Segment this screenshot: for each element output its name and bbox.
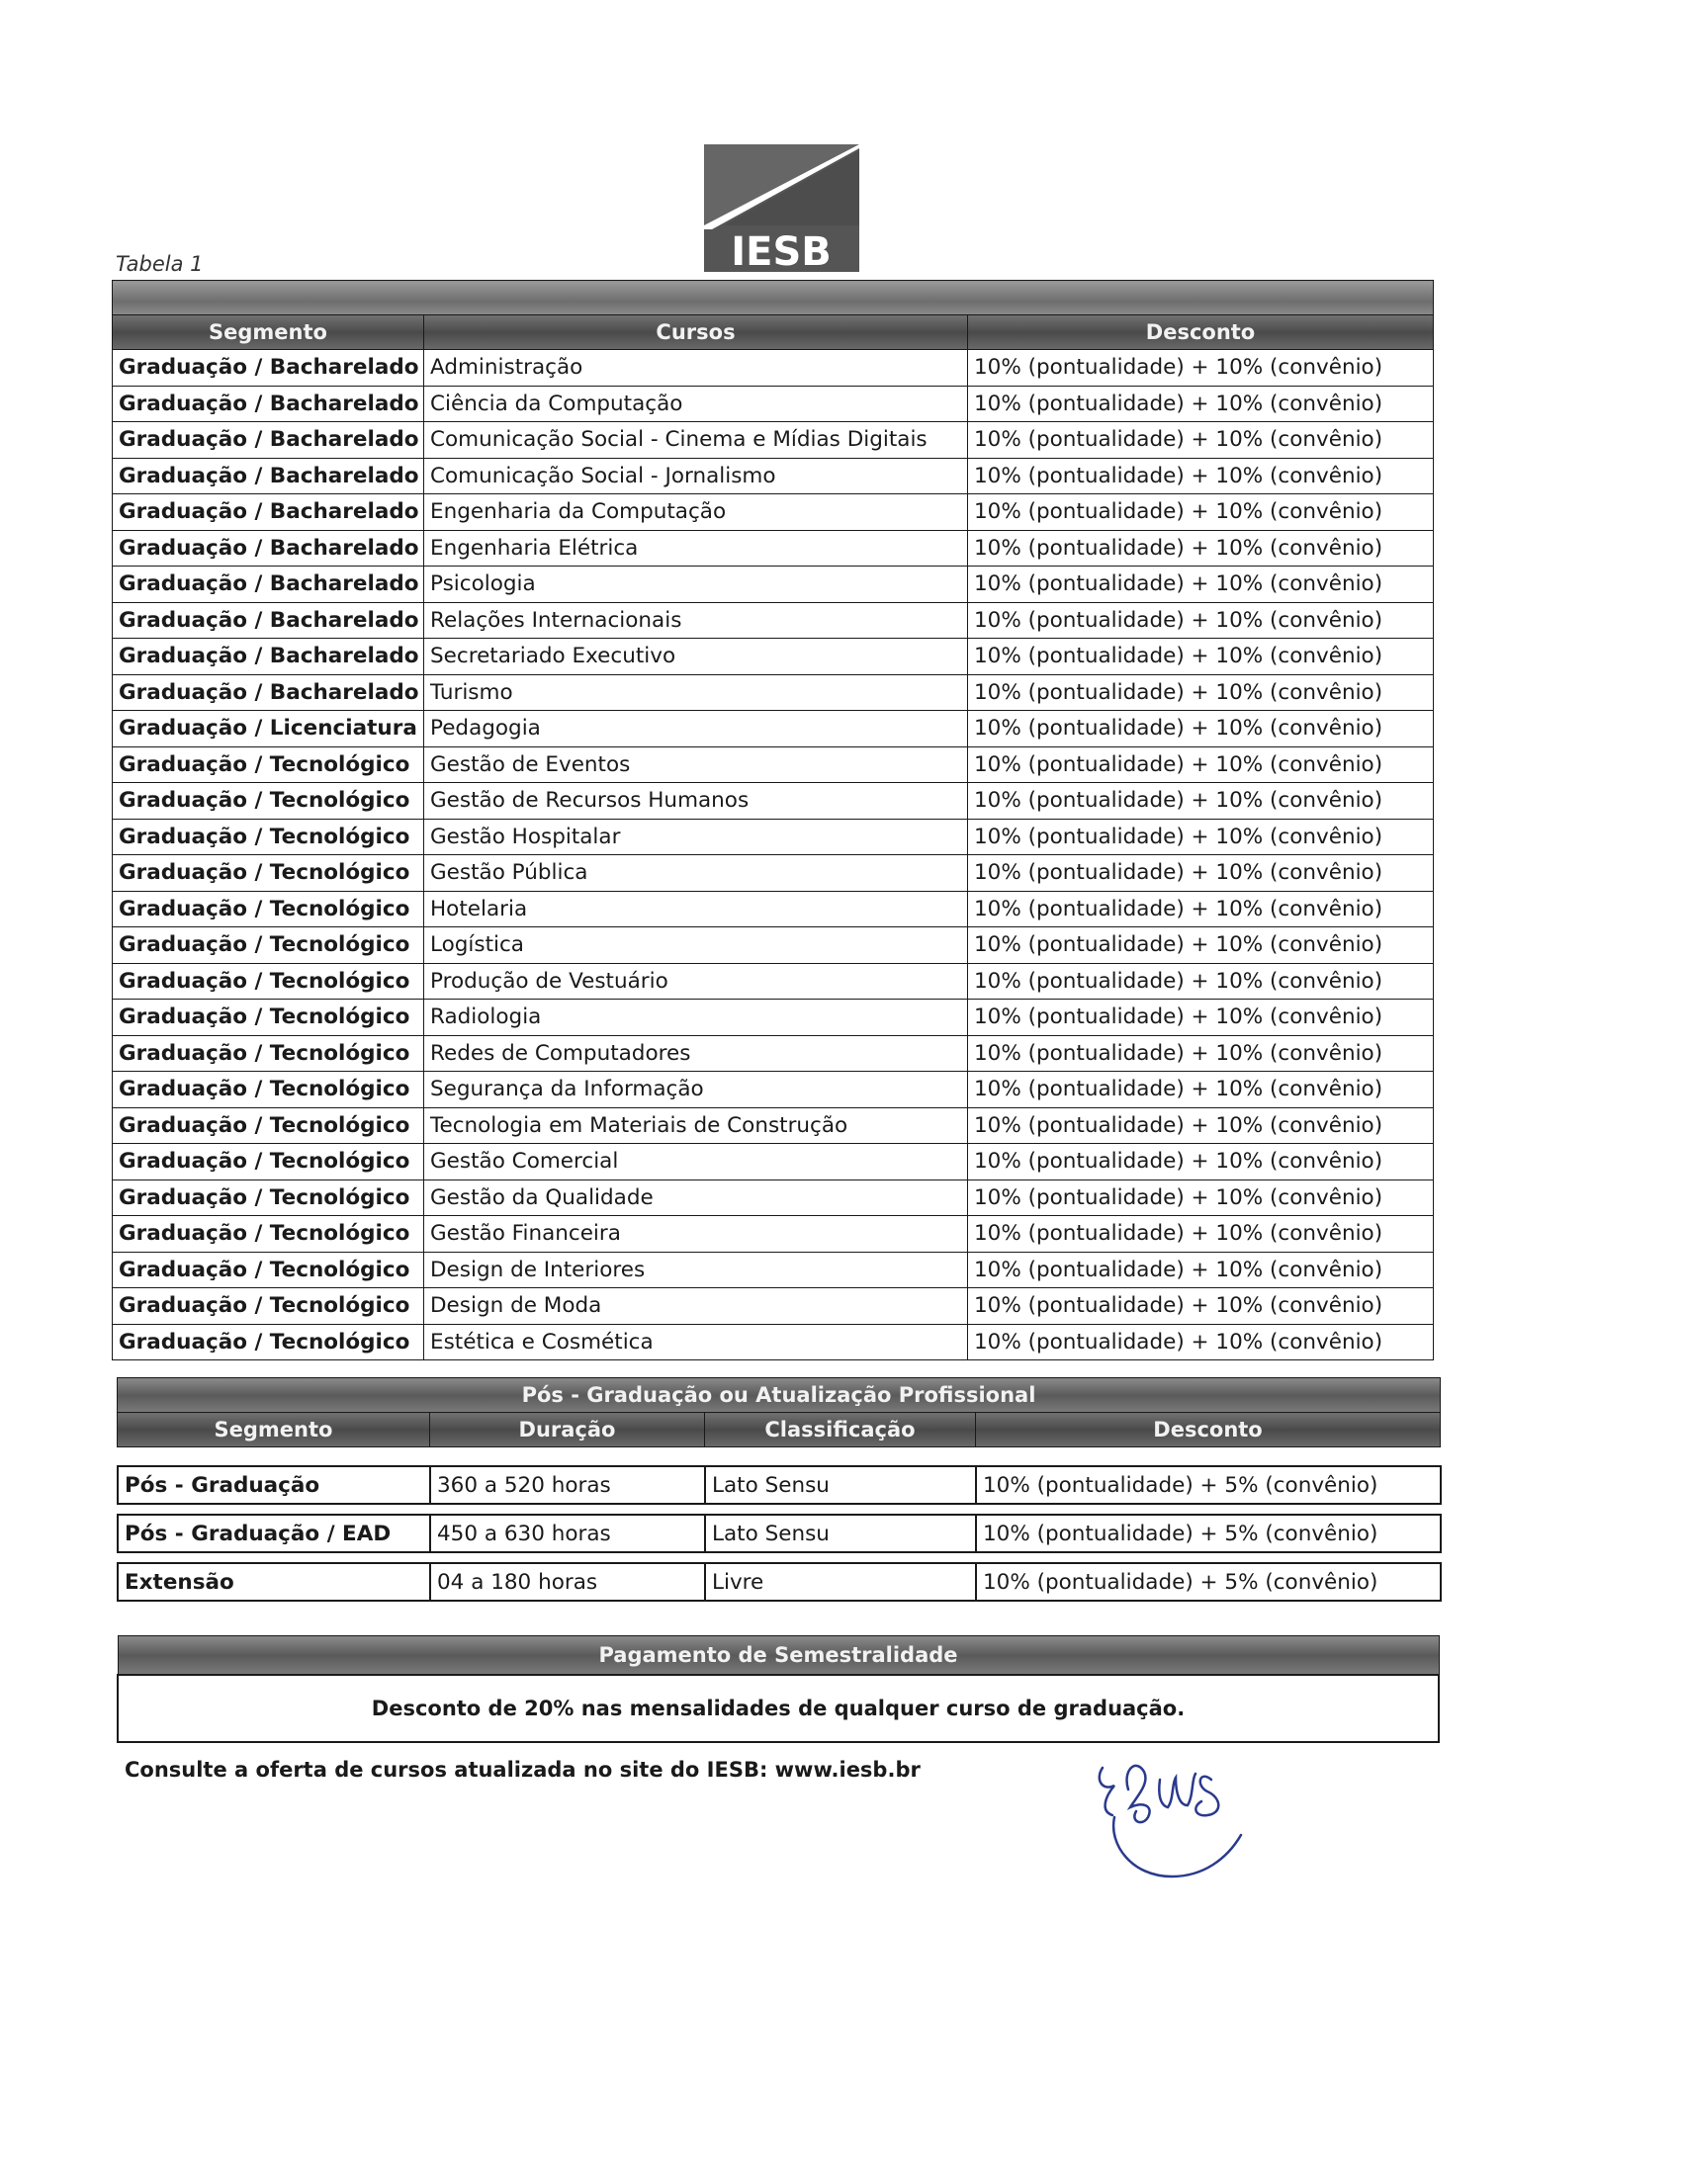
row-desconto: 10% (pontualidade) + 10% (convênio): [968, 927, 1434, 964]
row-curso: Gestão Pública: [424, 855, 968, 892]
table-caption: Tabela 1: [116, 252, 204, 276]
row-desconto: 10% (pontualidade) + 10% (convênio): [968, 1072, 1434, 1108]
row-desconto: 10% (pontualidade) + 10% (convênio): [968, 1107, 1434, 1144]
row-desconto: 10% (pontualidade) + 10% (convênio): [968, 1035, 1434, 1072]
row-segmento: Graduação / Bacharelado: [113, 530, 424, 567]
table-row: [113, 350, 1434, 387]
row-desconto: 10% (pontualidade) + 10% (convênio): [968, 639, 1434, 675]
row-desconto: 10% (pontualidade) + 10% (convênio): [968, 1179, 1434, 1216]
header-segmento: Segmento: [113, 315, 424, 350]
table-row: [113, 746, 1434, 783]
table-row: [113, 639, 1434, 675]
row-curso: Turismo: [424, 674, 968, 711]
table-row: [113, 1324, 1434, 1360]
row-segmento: Pós - Graduação: [118, 1466, 430, 1504]
semestralidade-text: Desconto de 20% nas mensalidades de qualquer curso de graduação.: [118, 1675, 1439, 1742]
row-curso: Estética e Cosmética: [424, 1324, 968, 1360]
header-cursos: Cursos: [424, 315, 968, 350]
row-desconto: 10% (pontualidade) + 10% (convênio): [968, 1216, 1434, 1253]
table-row: [113, 1000, 1434, 1036]
row-desconto: 10% (pontualidade) + 10% (convênio): [968, 567, 1434, 603]
table-row: [113, 386, 1434, 422]
row-segmento: Graduação / Bacharelado: [113, 422, 424, 459]
row-segmento: Graduação / Bacharelado: [113, 639, 424, 675]
table-row: [113, 891, 1434, 927]
row-desconto: 10% (pontualidade) + 10% (convênio): [968, 819, 1434, 855]
row-desconto: 10% (pontualidade) + 10% (convênio): [968, 530, 1434, 567]
table-row: [113, 530, 1434, 567]
table-row: [113, 1107, 1434, 1144]
pos-graduacao-title-row: [118, 1378, 1441, 1413]
table-row: [113, 1179, 1434, 1216]
row-desconto: 10% (pontualidade) + 10% (convênio): [968, 1000, 1434, 1036]
row-curso: Psicologia: [424, 567, 968, 603]
row-desconto: 10% (pontualidade) + 10% (convênio): [968, 746, 1434, 783]
iesb-logo: [704, 144, 859, 272]
table-row: [113, 602, 1434, 639]
row-segmento: Graduação / Bacharelado: [113, 386, 424, 422]
signature: [1093, 1750, 1300, 1898]
row-desconto: 10% (pontualidade) + 10% (convênio): [968, 422, 1434, 459]
row-desconto: 10% (pontualidade) + 10% (convênio): [968, 891, 1434, 927]
row-segmento: Graduação / Tecnológico: [113, 1144, 424, 1180]
row-segmento: Pós - Graduação / EAD: [118, 1515, 430, 1552]
row-curso: Administração: [424, 350, 968, 387]
row-segmento: Graduação / Bacharelado: [113, 567, 424, 603]
row-classificacao: Lato Sensu: [705, 1466, 976, 1504]
row-curso: Segurança da Informação: [424, 1072, 968, 1108]
row-segmento: Graduação / Tecnológico: [113, 1000, 424, 1036]
row-curso: Comunicação Social - Cinema e Mídias Digitais: [424, 422, 968, 459]
row-curso: Gestão Hospitalar: [424, 819, 968, 855]
header-desconto: Desconto: [976, 1413, 1441, 1447]
courses-discount-table: [112, 280, 1434, 1360]
row-segmento: Graduação / Tecnológico: [113, 1324, 424, 1360]
row-curso: Relações Internacionais: [424, 602, 968, 639]
row-desconto: 10% (pontualidade) + 5% (convênio): [976, 1466, 1441, 1504]
row-segmento: Extensão: [118, 1563, 430, 1601]
table-row: [113, 422, 1434, 459]
table-row: [113, 494, 1434, 531]
table-row: [113, 783, 1434, 820]
row-desconto: 10% (pontualidade) + 10% (convênio): [968, 494, 1434, 531]
row-curso: Ciência da Computação: [424, 386, 968, 422]
row-segmento: Graduação / Tecnológico: [113, 963, 424, 1000]
row-segmento: Graduação / Tecnológico: [113, 746, 424, 783]
row-desconto: 10% (pontualidade) + 10% (convênio): [968, 783, 1434, 820]
table-row: [113, 674, 1434, 711]
row-desconto: 10% (pontualidade) + 10% (convênio): [968, 963, 1434, 1000]
header-classificacao: Classificação: [705, 1413, 976, 1447]
header-segmento: Segmento: [118, 1413, 430, 1447]
table-row: [113, 1288, 1434, 1325]
row-curso: Redes de Computadores: [424, 1035, 968, 1072]
row-duracao: 360 a 520 horas: [430, 1466, 705, 1504]
row-curso: Secretariado Executivo: [424, 639, 968, 675]
table-row: [113, 567, 1434, 603]
table-row: [113, 1252, 1434, 1288]
pos-graduacao-row: [117, 1562, 1442, 1602]
footer-note: Consulte a oferta de cursos atualizada no site do IESB: www.iesb.br: [125, 1758, 921, 1782]
row-segmento: Graduação / Tecnológico: [113, 1035, 424, 1072]
row-curso: Gestão da Qualidade: [424, 1179, 968, 1216]
table-row: [113, 1144, 1434, 1180]
row-classificacao: Livre: [705, 1563, 976, 1601]
row-segmento: Graduação / Tecnológico: [113, 891, 424, 927]
row-curso: Produção de Vestuário: [424, 963, 968, 1000]
row-segmento: Graduação / Bacharelado: [113, 350, 424, 387]
row-segmento: Graduação / Bacharelado: [113, 602, 424, 639]
table-row: [113, 819, 1434, 855]
row-segmento: Graduação / Tecnológico: [113, 819, 424, 855]
row-desconto: 10% (pontualidade) + 10% (convênio): [968, 458, 1434, 494]
row-desconto: 10% (pontualidade) + 10% (convênio): [968, 711, 1434, 747]
row-curso: Engenharia Elétrica: [424, 530, 968, 567]
row-segmento: Graduação / Tecnológico: [113, 1072, 424, 1108]
pos-graduacao-row: [117, 1514, 1442, 1553]
row-desconto: 10% (pontualidade) + 10% (convênio): [968, 1324, 1434, 1360]
table-row: [113, 711, 1434, 747]
row-curso: Gestão Comercial: [424, 1144, 968, 1180]
row-desconto: 10% (pontualidade) + 5% (convênio): [976, 1515, 1441, 1552]
row-curso: Tecnologia em Materiais de Construção: [424, 1107, 968, 1144]
row-desconto: 10% (pontualidade) + 10% (convênio): [968, 1252, 1434, 1288]
row-segmento: Graduação / Bacharelado: [113, 494, 424, 531]
row-segmento: Graduação / Tecnológico: [113, 855, 424, 892]
row-curso: Logística: [424, 927, 968, 964]
table-header-row: [113, 315, 1434, 350]
row-segmento: Graduação / Tecnológico: [113, 1252, 424, 1288]
table-row: [113, 927, 1434, 964]
row-segmento: Graduação / Bacharelado: [113, 458, 424, 494]
table-row: [113, 1216, 1434, 1253]
pos-graduacao-table: [117, 1377, 1441, 1447]
row-curso: Pedagogia: [424, 711, 968, 747]
table-row: [113, 855, 1434, 892]
row-segmento: Graduação / Tecnológico: [113, 1288, 424, 1325]
row-segmento: Graduação / Tecnológico: [113, 1107, 424, 1144]
table-row: [113, 963, 1434, 1000]
row-curso: Engenharia da Computação: [424, 494, 968, 531]
row-curso: Gestão de Recursos Humanos: [424, 783, 968, 820]
row-curso: Radiologia: [424, 1000, 968, 1036]
row-curso: Design de Moda: [424, 1288, 968, 1325]
row-desconto: 10% (pontualidade) + 10% (convênio): [968, 674, 1434, 711]
row-segmento: Graduação / Bacharelado: [113, 674, 424, 711]
row-segmento: Graduação / Tecnológico: [113, 783, 424, 820]
row-desconto: 10% (pontualidade) + 10% (convênio): [968, 855, 1434, 892]
row-duracao: 04 a 180 horas: [430, 1563, 705, 1601]
row-segmento: Graduação / Tecnológico: [113, 927, 424, 964]
table-row: [113, 1072, 1434, 1108]
row-desconto: 10% (pontualidade) + 10% (convênio): [968, 602, 1434, 639]
row-classificacao: Lato Sensu: [705, 1515, 976, 1552]
row-curso: Hotelaria: [424, 891, 968, 927]
svg-text:IESB: IESB: [731, 229, 832, 272]
row-segmento: Graduação / Tecnológico: [113, 1179, 424, 1216]
table-top-band: [113, 281, 1434, 315]
row-duracao: 450 a 630 horas: [430, 1515, 705, 1552]
row-desconto: 10% (pontualidade) + 10% (convênio): [968, 1144, 1434, 1180]
table-row: [113, 1035, 1434, 1072]
semestralidade-table: [117, 1635, 1440, 1743]
row-curso: Gestão Financeira: [424, 1216, 968, 1253]
row-desconto: 10% (pontualidade) + 10% (convênio): [968, 1288, 1434, 1325]
pos-graduacao-row: [117, 1465, 1442, 1505]
row-segmento: Graduação / Licenciatura: [113, 711, 424, 747]
semestralidade-title: Pagamento de Semestralidade: [118, 1636, 1439, 1676]
row-desconto: 10% (pontualidade) + 10% (convênio): [968, 350, 1434, 387]
row-desconto: 10% (pontualidade) + 5% (convênio): [976, 1563, 1441, 1601]
header-duracao: Duração: [430, 1413, 705, 1447]
pos-graduacao-title: Pós - Graduação ou Atualização Profissional: [118, 1378, 1441, 1413]
header-desconto: Desconto: [968, 315, 1434, 350]
row-curso: Gestão de Eventos: [424, 746, 968, 783]
pos-graduacao-header-row: [118, 1413, 1441, 1447]
table-row: [113, 458, 1434, 494]
row-curso: Comunicação Social - Jornalismo: [424, 458, 968, 494]
row-segmento: Graduação / Tecnológico: [113, 1216, 424, 1253]
row-desconto: 10% (pontualidade) + 10% (convênio): [968, 386, 1434, 422]
row-curso: Design de Interiores: [424, 1252, 968, 1288]
